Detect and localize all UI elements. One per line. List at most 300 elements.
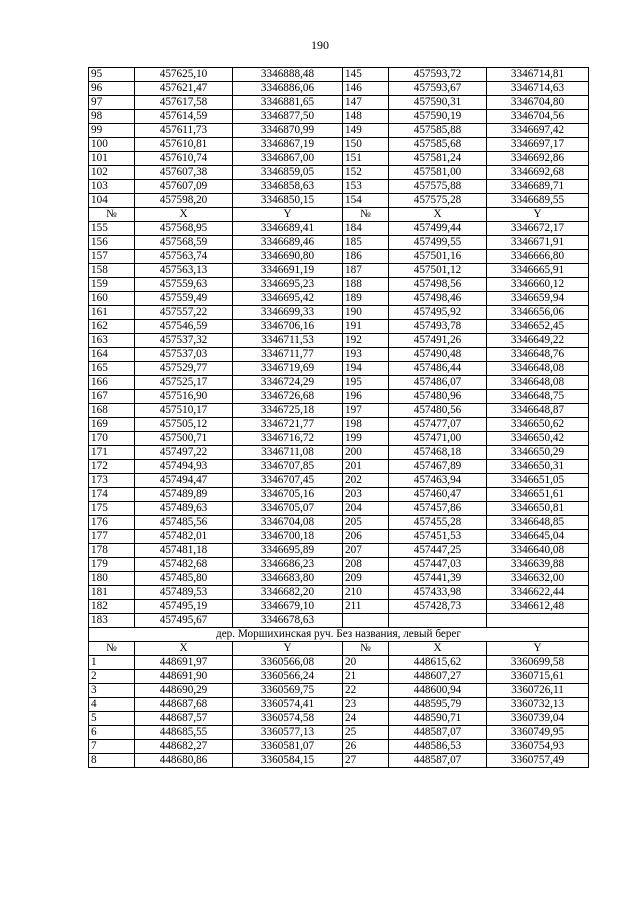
table-cell: 3346660,12 <box>487 278 589 292</box>
column-header-no: № <box>89 208 135 222</box>
table-cell: 178 <box>89 544 135 558</box>
table-cell: 448687,57 <box>135 712 233 726</box>
table-cell <box>487 614 589 628</box>
table-cell: 192 <box>343 334 389 348</box>
table-cell <box>343 614 389 628</box>
table-cell: 457447,03 <box>389 558 487 572</box>
table-row <box>89 474 589 488</box>
table-cell: 457498,56 <box>389 278 487 292</box>
table-cell: 457499,55 <box>389 236 487 250</box>
table-row <box>89 740 589 754</box>
table-cell: 457585,88 <box>389 124 487 138</box>
table-cell: 3346689,46 <box>233 236 343 250</box>
table-cell: 99 <box>89 124 135 138</box>
table-cell: 3360569,75 <box>233 684 343 698</box>
table-cell: 157 <box>89 250 135 264</box>
table-cell: 448590,71 <box>389 712 487 726</box>
table-cell: 3360726,11 <box>487 684 589 698</box>
column-header-no: № <box>343 208 389 222</box>
table-cell: 150 <box>343 138 389 152</box>
table-row <box>89 362 589 376</box>
table-cell: 457457,86 <box>389 502 487 516</box>
table-cell: 3346705,07 <box>233 502 343 516</box>
table-cell: 203 <box>343 488 389 502</box>
column-header-x: X <box>389 208 487 222</box>
table-cell: 457482,01 <box>135 530 233 544</box>
table-cell: 176 <box>89 516 135 530</box>
table-cell: 457493,78 <box>389 320 487 334</box>
table-cell: 448586,53 <box>389 740 487 754</box>
table-cell: 3346707,45 <box>233 474 343 488</box>
table-row <box>89 96 589 110</box>
table-cell: 3346850,15 <box>233 194 343 208</box>
table-cell: 3346695,23 <box>233 278 343 292</box>
table-cell: 3346650,29 <box>487 446 589 460</box>
table-row <box>89 502 589 516</box>
table-cell: 3346648,76 <box>487 348 589 362</box>
table-row <box>89 152 589 166</box>
section-caption-row <box>89 628 589 642</box>
table-cell: 457497,22 <box>135 446 233 460</box>
table-cell: 457559,63 <box>135 278 233 292</box>
table-cell: 3346651,61 <box>487 488 589 502</box>
table-cell: 27 <box>343 754 389 768</box>
table-cell: 3346645,04 <box>487 530 589 544</box>
table-cell: 210 <box>343 586 389 600</box>
table-cell: 6 <box>89 726 135 740</box>
table-cell: 3346711,77 <box>233 348 343 362</box>
table-row <box>89 404 589 418</box>
table-cell: 3346706,16 <box>233 320 343 334</box>
table-row <box>89 460 589 474</box>
table-cell: 457480,56 <box>389 404 487 418</box>
table-cell: 3346671,91 <box>487 236 589 250</box>
table-cell: 457610,74 <box>135 152 233 166</box>
table-cell: 174 <box>89 488 135 502</box>
table-cell: 151 <box>343 152 389 166</box>
table-cell: 457467,89 <box>389 460 487 474</box>
table-cell: 3346648,85 <box>487 516 589 530</box>
table-cell: 3346665,91 <box>487 264 589 278</box>
column-header-y: Y <box>487 642 589 656</box>
table-row <box>89 166 589 180</box>
table-cell: 3346649,22 <box>487 334 589 348</box>
table-cell: 3360754,93 <box>487 740 589 754</box>
table-cell: 457607,38 <box>135 166 233 180</box>
table-cell: 208 <box>343 558 389 572</box>
column-header-no: № <box>89 642 135 656</box>
table-cell: 3360574,41 <box>233 698 343 712</box>
table-cell: 3346659,94 <box>487 292 589 306</box>
table-row <box>89 516 589 530</box>
table-cell: 457575,28 <box>389 194 487 208</box>
table-cell: 166 <box>89 376 135 390</box>
table-cell: 8 <box>89 754 135 768</box>
table-cell: 3360566,08 <box>233 656 343 670</box>
table-cell: 146 <box>343 82 389 96</box>
table-cell: 3346622,44 <box>487 586 589 600</box>
table-cell: 200 <box>343 446 389 460</box>
table-cell: 2 <box>89 670 135 684</box>
table-cell: 3346689,41 <box>233 222 343 236</box>
table-row <box>89 712 589 726</box>
table-row <box>89 558 589 572</box>
table-cell: 457499,44 <box>389 222 487 236</box>
table-cell: 3346650,62 <box>487 418 589 432</box>
table-cell: 156 <box>89 236 135 250</box>
table-cell: 448691,90 <box>135 670 233 684</box>
table-cell: 3346700,18 <box>233 530 343 544</box>
table-cell: 3346650,31 <box>487 460 589 474</box>
table-cell: 3346651,05 <box>487 474 589 488</box>
table-cell: 448600,94 <box>389 684 487 698</box>
table-cell: 185 <box>343 236 389 250</box>
table-cell: 3346697,42 <box>487 124 589 138</box>
table-cell: 457451,53 <box>389 530 487 544</box>
table-cell: 167 <box>89 390 135 404</box>
table-cell: 3346886,06 <box>233 82 343 96</box>
table-cell: 3 <box>89 684 135 698</box>
table-cell: 3360715,61 <box>487 670 589 684</box>
table-row <box>89 264 589 278</box>
table-cell: 3346881,65 <box>233 96 343 110</box>
table-cell: 154 <box>343 194 389 208</box>
table-cell: 3346714,63 <box>487 82 589 96</box>
table-row <box>89 334 589 348</box>
table-cell: 186 <box>343 250 389 264</box>
table-row <box>89 68 589 82</box>
table-cell: 24 <box>343 712 389 726</box>
table-cell: 3346858,63 <box>233 180 343 194</box>
table-cell: 457559,49 <box>135 292 233 306</box>
table-cell: 3346725,18 <box>233 404 343 418</box>
table-cell: 201 <box>343 460 389 474</box>
table-cell: 193 <box>343 348 389 362</box>
table-cell: 3346707,85 <box>233 460 343 474</box>
table-cell: 457494,93 <box>135 460 233 474</box>
table-cell: 181 <box>89 586 135 600</box>
table-cell: 457491,26 <box>389 334 487 348</box>
table-cell: 205 <box>343 516 389 530</box>
section-caption: дер. Моршихинская руч. Без названия, левый берег <box>89 628 589 642</box>
table-cell: 189 <box>343 292 389 306</box>
table-cell: 457481,18 <box>135 544 233 558</box>
table-cell: 457593,72 <box>389 68 487 82</box>
table-cell: 204 <box>343 502 389 516</box>
table-cell: 95 <box>89 68 135 82</box>
table-row <box>89 586 589 600</box>
table-cell: 457614,59 <box>135 110 233 124</box>
column-header-x: X <box>135 208 233 222</box>
table-cell: 4 <box>89 698 135 712</box>
column-header-y: Y <box>487 208 589 222</box>
table-cell: 457495,19 <box>135 600 233 614</box>
table-cell: 457625,10 <box>135 68 233 82</box>
table-cell: 3360757,49 <box>487 754 589 768</box>
table-cell: 103 <box>89 180 135 194</box>
table-cell: 457563,13 <box>135 264 233 278</box>
table-row <box>89 222 589 236</box>
table-cell: 171 <box>89 446 135 460</box>
table-cell: 448615,62 <box>389 656 487 670</box>
table-cell: 448595,79 <box>389 698 487 712</box>
table-cell: 457529,77 <box>135 362 233 376</box>
table-cell: 163 <box>89 334 135 348</box>
table-cell: 3346686,23 <box>233 558 343 572</box>
table-cell: 3346690,80 <box>233 250 343 264</box>
table-cell: 3346704,56 <box>487 110 589 124</box>
table-row <box>89 698 589 712</box>
table-cell: 3346648,08 <box>487 376 589 390</box>
table-cell: 457428,73 <box>389 600 487 614</box>
table-cell: 457501,16 <box>389 250 487 264</box>
table-cell: 98 <box>89 110 135 124</box>
table-cell: 194 <box>343 362 389 376</box>
table-cell: 3346678,63 <box>233 614 343 628</box>
table-cell: 3346679,10 <box>233 600 343 614</box>
table-row <box>89 432 589 446</box>
table-cell: 3346859,05 <box>233 166 343 180</box>
table-cell: 149 <box>343 124 389 138</box>
table-cell: 457546,59 <box>135 320 233 334</box>
table-cell: 184 <box>343 222 389 236</box>
table-cell: 175 <box>89 502 135 516</box>
table-row <box>89 250 589 264</box>
table-cell: 196 <box>343 390 389 404</box>
table-cell: 457495,92 <box>389 306 487 320</box>
table-cell: 457581,24 <box>389 152 487 166</box>
table-cell: 457505,12 <box>135 418 233 432</box>
table-cell: 3346877,50 <box>233 110 343 124</box>
page-number: 190 <box>311 38 329 52</box>
table-cell: 457621,47 <box>135 82 233 96</box>
table-cell: 3360732,13 <box>487 698 589 712</box>
table-cell: 3346652,45 <box>487 320 589 334</box>
table-cell: 3346704,08 <box>233 516 343 530</box>
table-row <box>89 656 589 670</box>
table-cell: 457501,12 <box>389 264 487 278</box>
table-cell: 182 <box>89 600 135 614</box>
table-cell: 3346639,88 <box>487 558 589 572</box>
table-cell: 3360581,07 <box>233 740 343 754</box>
table-cell: 457468,18 <box>389 446 487 460</box>
column-header-x: X <box>389 642 487 656</box>
table-cell: 457611,73 <box>135 124 233 138</box>
table-cell: 3346695,89 <box>233 544 343 558</box>
coordinates-table <box>88 67 589 768</box>
table-cell: 457485,56 <box>135 516 233 530</box>
table-cell: 26 <box>343 740 389 754</box>
table-cell: 3346719,69 <box>233 362 343 376</box>
table-cell: 188 <box>343 278 389 292</box>
table-cell: 3346689,55 <box>487 194 589 208</box>
table-cell: 457510,17 <box>135 404 233 418</box>
table-cell: 457563,74 <box>135 250 233 264</box>
table-cell: 457495,67 <box>135 614 233 628</box>
table-cell: 3346648,75 <box>487 390 589 404</box>
table-cell: 457537,32 <box>135 334 233 348</box>
column-header-x: X <box>135 642 233 656</box>
table-cell: 3346726,68 <box>233 390 343 404</box>
table-cell: 173 <box>89 474 135 488</box>
table-cell: 3346714,81 <box>487 68 589 82</box>
table-cell: 448682,27 <box>135 740 233 754</box>
table-cell: 3360739,04 <box>487 712 589 726</box>
table-row <box>89 418 589 432</box>
table-row <box>89 82 589 96</box>
table-cell: 3346870,99 <box>233 124 343 138</box>
table-cell: 152 <box>343 166 389 180</box>
table-cell: 3346612,48 <box>487 600 589 614</box>
table-cell: 448685,55 <box>135 726 233 740</box>
table-cell: 457460,47 <box>389 488 487 502</box>
table-cell: 457486,44 <box>389 362 487 376</box>
table-cell: 457489,89 <box>135 488 233 502</box>
table-cell: 199 <box>343 432 389 446</box>
table-cell: 3346656,06 <box>487 306 589 320</box>
table-cell: 177 <box>89 530 135 544</box>
table-cell: 147 <box>343 96 389 110</box>
table-row <box>89 348 589 362</box>
table-cell: 457585,68 <box>389 138 487 152</box>
table-row <box>89 278 589 292</box>
table-cell: 5 <box>89 712 135 726</box>
table-cell: 3346650,81 <box>487 502 589 516</box>
table-cell: 3346705,16 <box>233 488 343 502</box>
table-cell: 100 <box>89 138 135 152</box>
table-cell: 191 <box>343 320 389 334</box>
table-cell: 457477,07 <box>389 418 487 432</box>
table-cell: 457557,22 <box>135 306 233 320</box>
table-cell: 457441,39 <box>389 572 487 586</box>
table-cell: 448687,68 <box>135 698 233 712</box>
table-cell: 164 <box>89 348 135 362</box>
table-cell: 168 <box>89 404 135 418</box>
table-row <box>89 236 589 250</box>
table-cell: 457537,03 <box>135 348 233 362</box>
table-cell: 3360577,13 <box>233 726 343 740</box>
table-row <box>89 544 589 558</box>
table-cell: 25 <box>343 726 389 740</box>
table-cell: 197 <box>343 404 389 418</box>
table-cell: 102 <box>89 166 135 180</box>
table-cell: 448607,27 <box>389 670 487 684</box>
table-cell: 3360699,58 <box>487 656 589 670</box>
table-cell: 169 <box>89 418 135 432</box>
table-cell: 172 <box>89 460 135 474</box>
table-cell: 3346632,00 <box>487 572 589 586</box>
table-cell: 457494,47 <box>135 474 233 488</box>
table-row <box>89 292 589 306</box>
table-row <box>89 670 589 684</box>
table-cell: 180 <box>89 572 135 586</box>
table-cell: 457486,07 <box>389 376 487 390</box>
table-cell: 3346689,71 <box>487 180 589 194</box>
table-row <box>89 110 589 124</box>
table-cell: 3346692,68 <box>487 166 589 180</box>
table-cell: 457489,53 <box>135 586 233 600</box>
table-cell: 457500,71 <box>135 432 233 446</box>
table-cell: 457471,00 <box>389 432 487 446</box>
table-cell: 7 <box>89 740 135 754</box>
table-header-row <box>89 642 589 656</box>
table-row <box>89 124 589 138</box>
table-cell: 3346683,80 <box>233 572 343 586</box>
table-cell: 148 <box>343 110 389 124</box>
table-row <box>89 572 589 586</box>
table-cell: 22 <box>343 684 389 698</box>
table-cell: 3346648,87 <box>487 404 589 418</box>
table-cell: 158 <box>89 264 135 278</box>
table-cell: 3346867,19 <box>233 138 343 152</box>
table-cell: 457593,67 <box>389 82 487 96</box>
table-cell: 3346888,48 <box>233 68 343 82</box>
table-cell: 1 <box>89 656 135 670</box>
table-cell: 3346699,33 <box>233 306 343 320</box>
table-cell: 457575,88 <box>389 180 487 194</box>
table-cell: 457482,68 <box>135 558 233 572</box>
table-cell: 3346711,53 <box>233 334 343 348</box>
table-cell: 179 <box>89 558 135 572</box>
table-cell: 104 <box>89 194 135 208</box>
table-cell: 3346666,80 <box>487 250 589 264</box>
table-cell: 448587,07 <box>389 754 487 768</box>
table-cell: 457598,20 <box>135 194 233 208</box>
column-header-y: Y <box>233 642 343 656</box>
table-row <box>89 726 589 740</box>
table-cell: 3346692,86 <box>487 152 589 166</box>
table-cell: 3346724,29 <box>233 376 343 390</box>
table-cell: 97 <box>89 96 135 110</box>
table-row <box>89 194 589 208</box>
table-cell: 209 <box>343 572 389 586</box>
table-cell <box>389 614 487 628</box>
table-cell: 21 <box>343 670 389 684</box>
table-header-row <box>89 208 589 222</box>
table-cell: 3346695,42 <box>233 292 343 306</box>
table-cell: 160 <box>89 292 135 306</box>
table-cell: 23 <box>343 698 389 712</box>
table-cell: 155 <box>89 222 135 236</box>
table-cell: 153 <box>343 180 389 194</box>
table-cell: 3360584,15 <box>233 754 343 768</box>
table-row <box>89 180 589 194</box>
table-row <box>89 488 589 502</box>
table-cell: 448690,29 <box>135 684 233 698</box>
table-cell: 448587,07 <box>389 726 487 740</box>
table-cell: 457498,46 <box>389 292 487 306</box>
table-cell: 3360574,58 <box>233 712 343 726</box>
table-row <box>89 138 589 152</box>
table-cell: 161 <box>89 306 135 320</box>
table-cell: 165 <box>89 362 135 376</box>
table-cell: 20 <box>343 656 389 670</box>
table-cell: 183 <box>89 614 135 628</box>
table-cell: 457433,98 <box>389 586 487 600</box>
table-row <box>89 684 589 698</box>
table-cell: 198 <box>343 418 389 432</box>
table-cell: 190 <box>343 306 389 320</box>
column-header-y: Y <box>233 208 343 222</box>
table-cell: 202 <box>343 474 389 488</box>
table-cell: 457485,80 <box>135 572 233 586</box>
table-cell: 457455,28 <box>389 516 487 530</box>
table-cell: 3346648,08 <box>487 362 589 376</box>
table-cell: 3360566,24 <box>233 670 343 684</box>
table-row <box>89 614 589 628</box>
table-cell: 457489,63 <box>135 502 233 516</box>
table-cell: 457607,09 <box>135 180 233 194</box>
